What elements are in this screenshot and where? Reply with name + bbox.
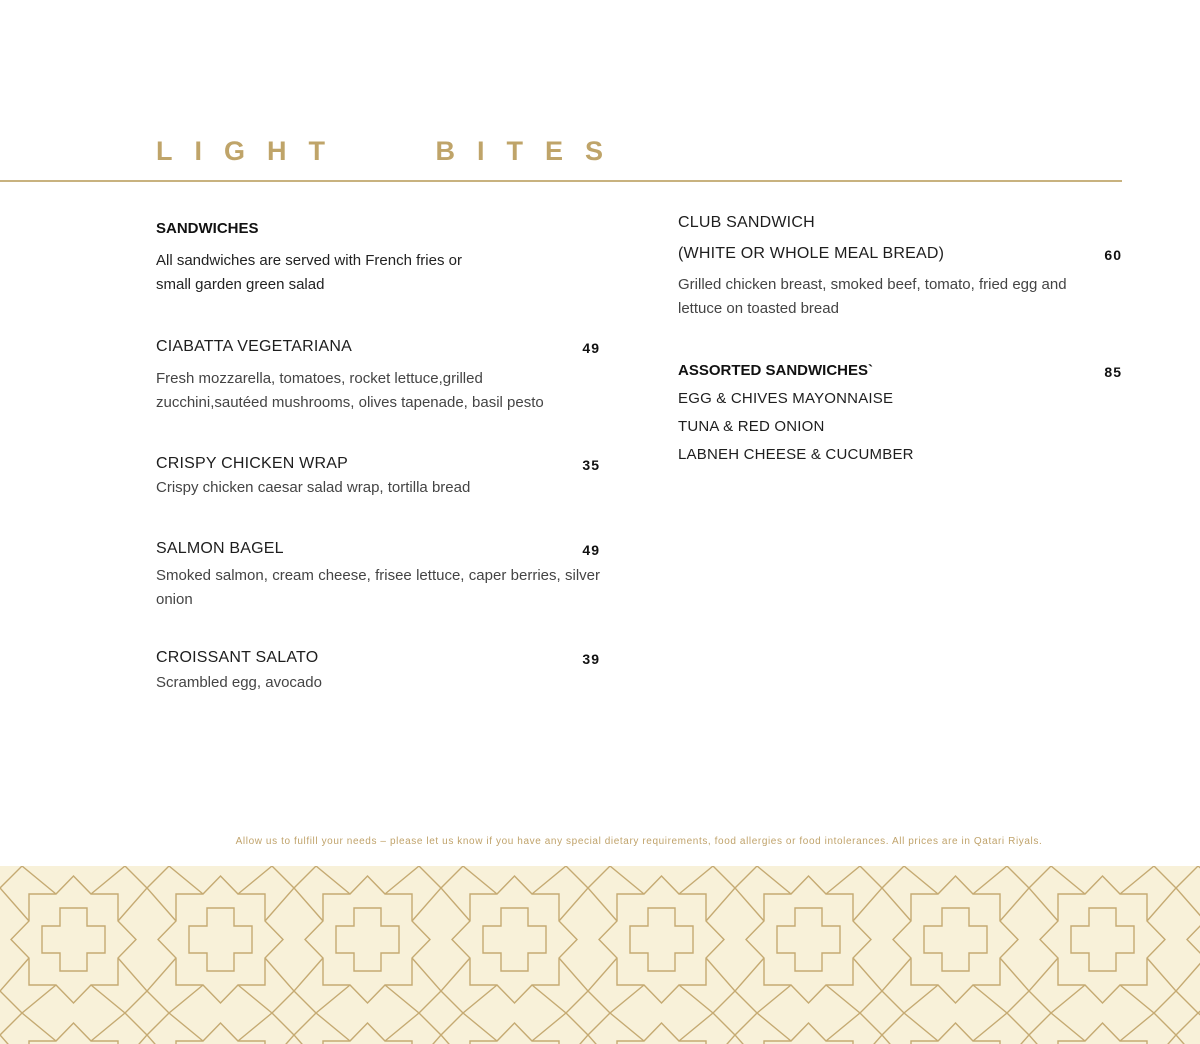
footer-note: Allow us to fulfill your needs – please let us know if you have any special dietary requirements, food allergies or food intolerances. All prices are in Qatari Riyals. [235, 836, 1043, 847]
menu-item-price: 39 [582, 651, 600, 667]
title-divider [0, 180, 1122, 182]
page-title: LIGHT BITES [156, 136, 626, 166]
menu-item-description: Grilled chicken breast, smoked beef, tomato, fried egg and lettuce on toasted bread [678, 276, 1067, 317]
menu-item-description: Scrambled egg, avocado [156, 674, 322, 691]
menu-item-name-detail: (WHITE OR WHOLE MEAL BREAD) [678, 245, 945, 262]
menu-item-name: SALMON BAGEL [156, 540, 284, 557]
sandwiches-heading: SANDWICHES [156, 220, 259, 237]
assorted-heading: ASSORTED SANDWICHES` [678, 362, 874, 379]
menu-item-name: CIABATTA VEGETARIANA [156, 338, 353, 355]
assorted-sub-item: LABNEH CHEESE & CUCUMBER [678, 446, 914, 463]
assorted-sub-item: EGG & CHIVES MAYONNAISE [678, 390, 894, 407]
menu-item-price: 60 [1104, 247, 1122, 263]
menu-item-description: Fresh mozzarella, tomatoes, rocket lettuce,grilled zucchini,sautéed mushrooms, olives tapenade, basil pesto [156, 370, 544, 411]
sandwiches-intro [156, 249, 516, 297]
menu-item-description: Crispy chicken caesar salad wrap, tortilla bread [156, 479, 471, 496]
menu-item-name: CROISSANT SALATO [156, 649, 319, 666]
menu-item-name: CRISPY CHICKEN WRAP [156, 455, 348, 472]
sandwiches-intro-line2: small garden green salad [156, 276, 325, 293]
menu-item-price: 35 [582, 457, 600, 473]
menu-item-name: CLUB SANDWICH [678, 214, 815, 231]
menu-item-price: 85 [1104, 364, 1122, 380]
sandwiches-intro-line1: All sandwiches are served with French fries or [156, 252, 462, 269]
menu-item-price: 49 [582, 340, 600, 356]
assorted-sub-item: TUNA & RED ONION [678, 418, 825, 435]
menu-item-price: 49 [582, 542, 600, 558]
menu-item-description: Smoked salmon, cream cheese, frisee lettuce, caper berries, silver onion [156, 567, 600, 608]
decorative-geometric-pattern [0, 866, 1200, 1044]
